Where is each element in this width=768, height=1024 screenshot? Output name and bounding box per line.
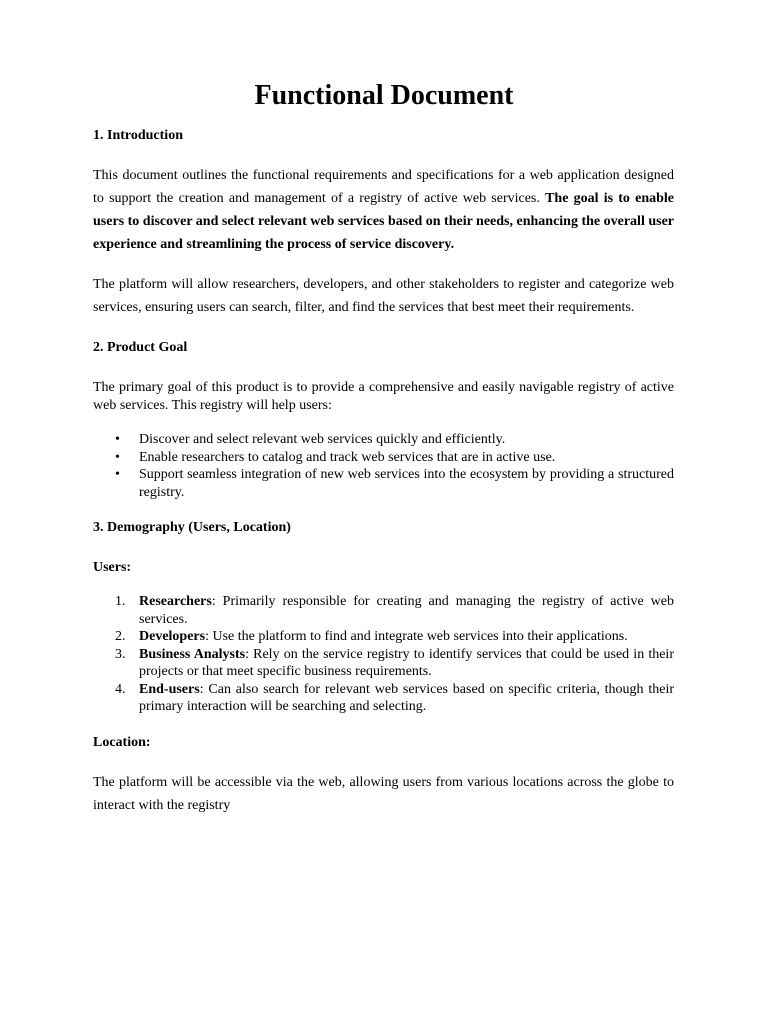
list-item-number: 3. (115, 646, 126, 662)
bullet-icon: • (115, 449, 120, 465)
list-item (93, 646, 674, 681)
document-title: Functional Document (254, 80, 514, 111)
product-goal-intro: The primary goal of this product is to provide a comprehensive and easily navigable registry of active web services. This registry will help users: (93, 380, 674, 413)
list-item-number: 2. (115, 629, 126, 644)
list-item-text: Support seamless integration of new web services into the ecosystem by providing a structured registry. (139, 467, 674, 500)
section-heading-introduction: 1. Introduction (93, 128, 183, 143)
section-heading-demography: 3. Demography (Users, Location) (93, 520, 291, 535)
location-subheading: Location: (93, 735, 151, 750)
user-type-term: End-users (139, 681, 200, 697)
list-item (93, 593, 674, 628)
user-type-description: : Rely on the service registry to identify services that could be used in their projects or that meet specific business requirements. (139, 646, 674, 679)
user-type-description: : Primarily responsible for creating and managing the registry of active web services. (139, 594, 674, 627)
introduction-goal-statement: The goal is to enable users to discover and select relevant web services based on their needs, enhancing the overall user experience and streamlining the process of service discovery. (93, 191, 675, 252)
list-item-number: 1. (115, 594, 126, 609)
section-heading-product-goal: 2. Product Goal (93, 340, 188, 355)
list-item (93, 628, 674, 646)
list-item-text: Discover and select relevant web services quickly and efficiently. (139, 432, 506, 447)
user-type-description: : Use the platform to find and integrate web services into their applications. (205, 629, 628, 644)
bullet-icon: • (115, 432, 120, 447)
list-item (93, 466, 674, 501)
users-subheading: Users: (93, 560, 132, 575)
list-item-number: 4. (115, 681, 126, 697)
introduction-paragraph-2: The platform will allow researchers, developers, and other stakeholders to register and categorize web services, ensuring users can search, filter, and find the services that best meet their requirements. (93, 277, 674, 315)
product-goal-bullet-list (93, 431, 674, 501)
bullet-icon: • (115, 467, 120, 482)
list-item (93, 431, 674, 449)
user-type-term: Developers (139, 629, 206, 644)
user-type-term: Researchers (139, 594, 212, 609)
list-item (93, 681, 674, 716)
introduction-paragraph-1 (93, 164, 674, 256)
introduction-paragraph-1-text: This document outlines the functional requirements and specifications for a web application designed to support the creation and management of a registry of active web services. (93, 168, 674, 206)
list-item (93, 449, 674, 467)
user-type-term: Business Analysts (139, 646, 246, 662)
users-numbered-list (93, 593, 674, 716)
location-paragraph: The platform will be accessible via the web, allowing users from various locations across the globe to interact with the registry (93, 775, 674, 813)
list-item-text: Enable researchers to catalog and track web services that are in active use. (139, 449, 556, 465)
user-type-description: : Can also search for relevant web services based on specific criteria, though their primary interaction will be searching and selecting. (139, 681, 674, 714)
